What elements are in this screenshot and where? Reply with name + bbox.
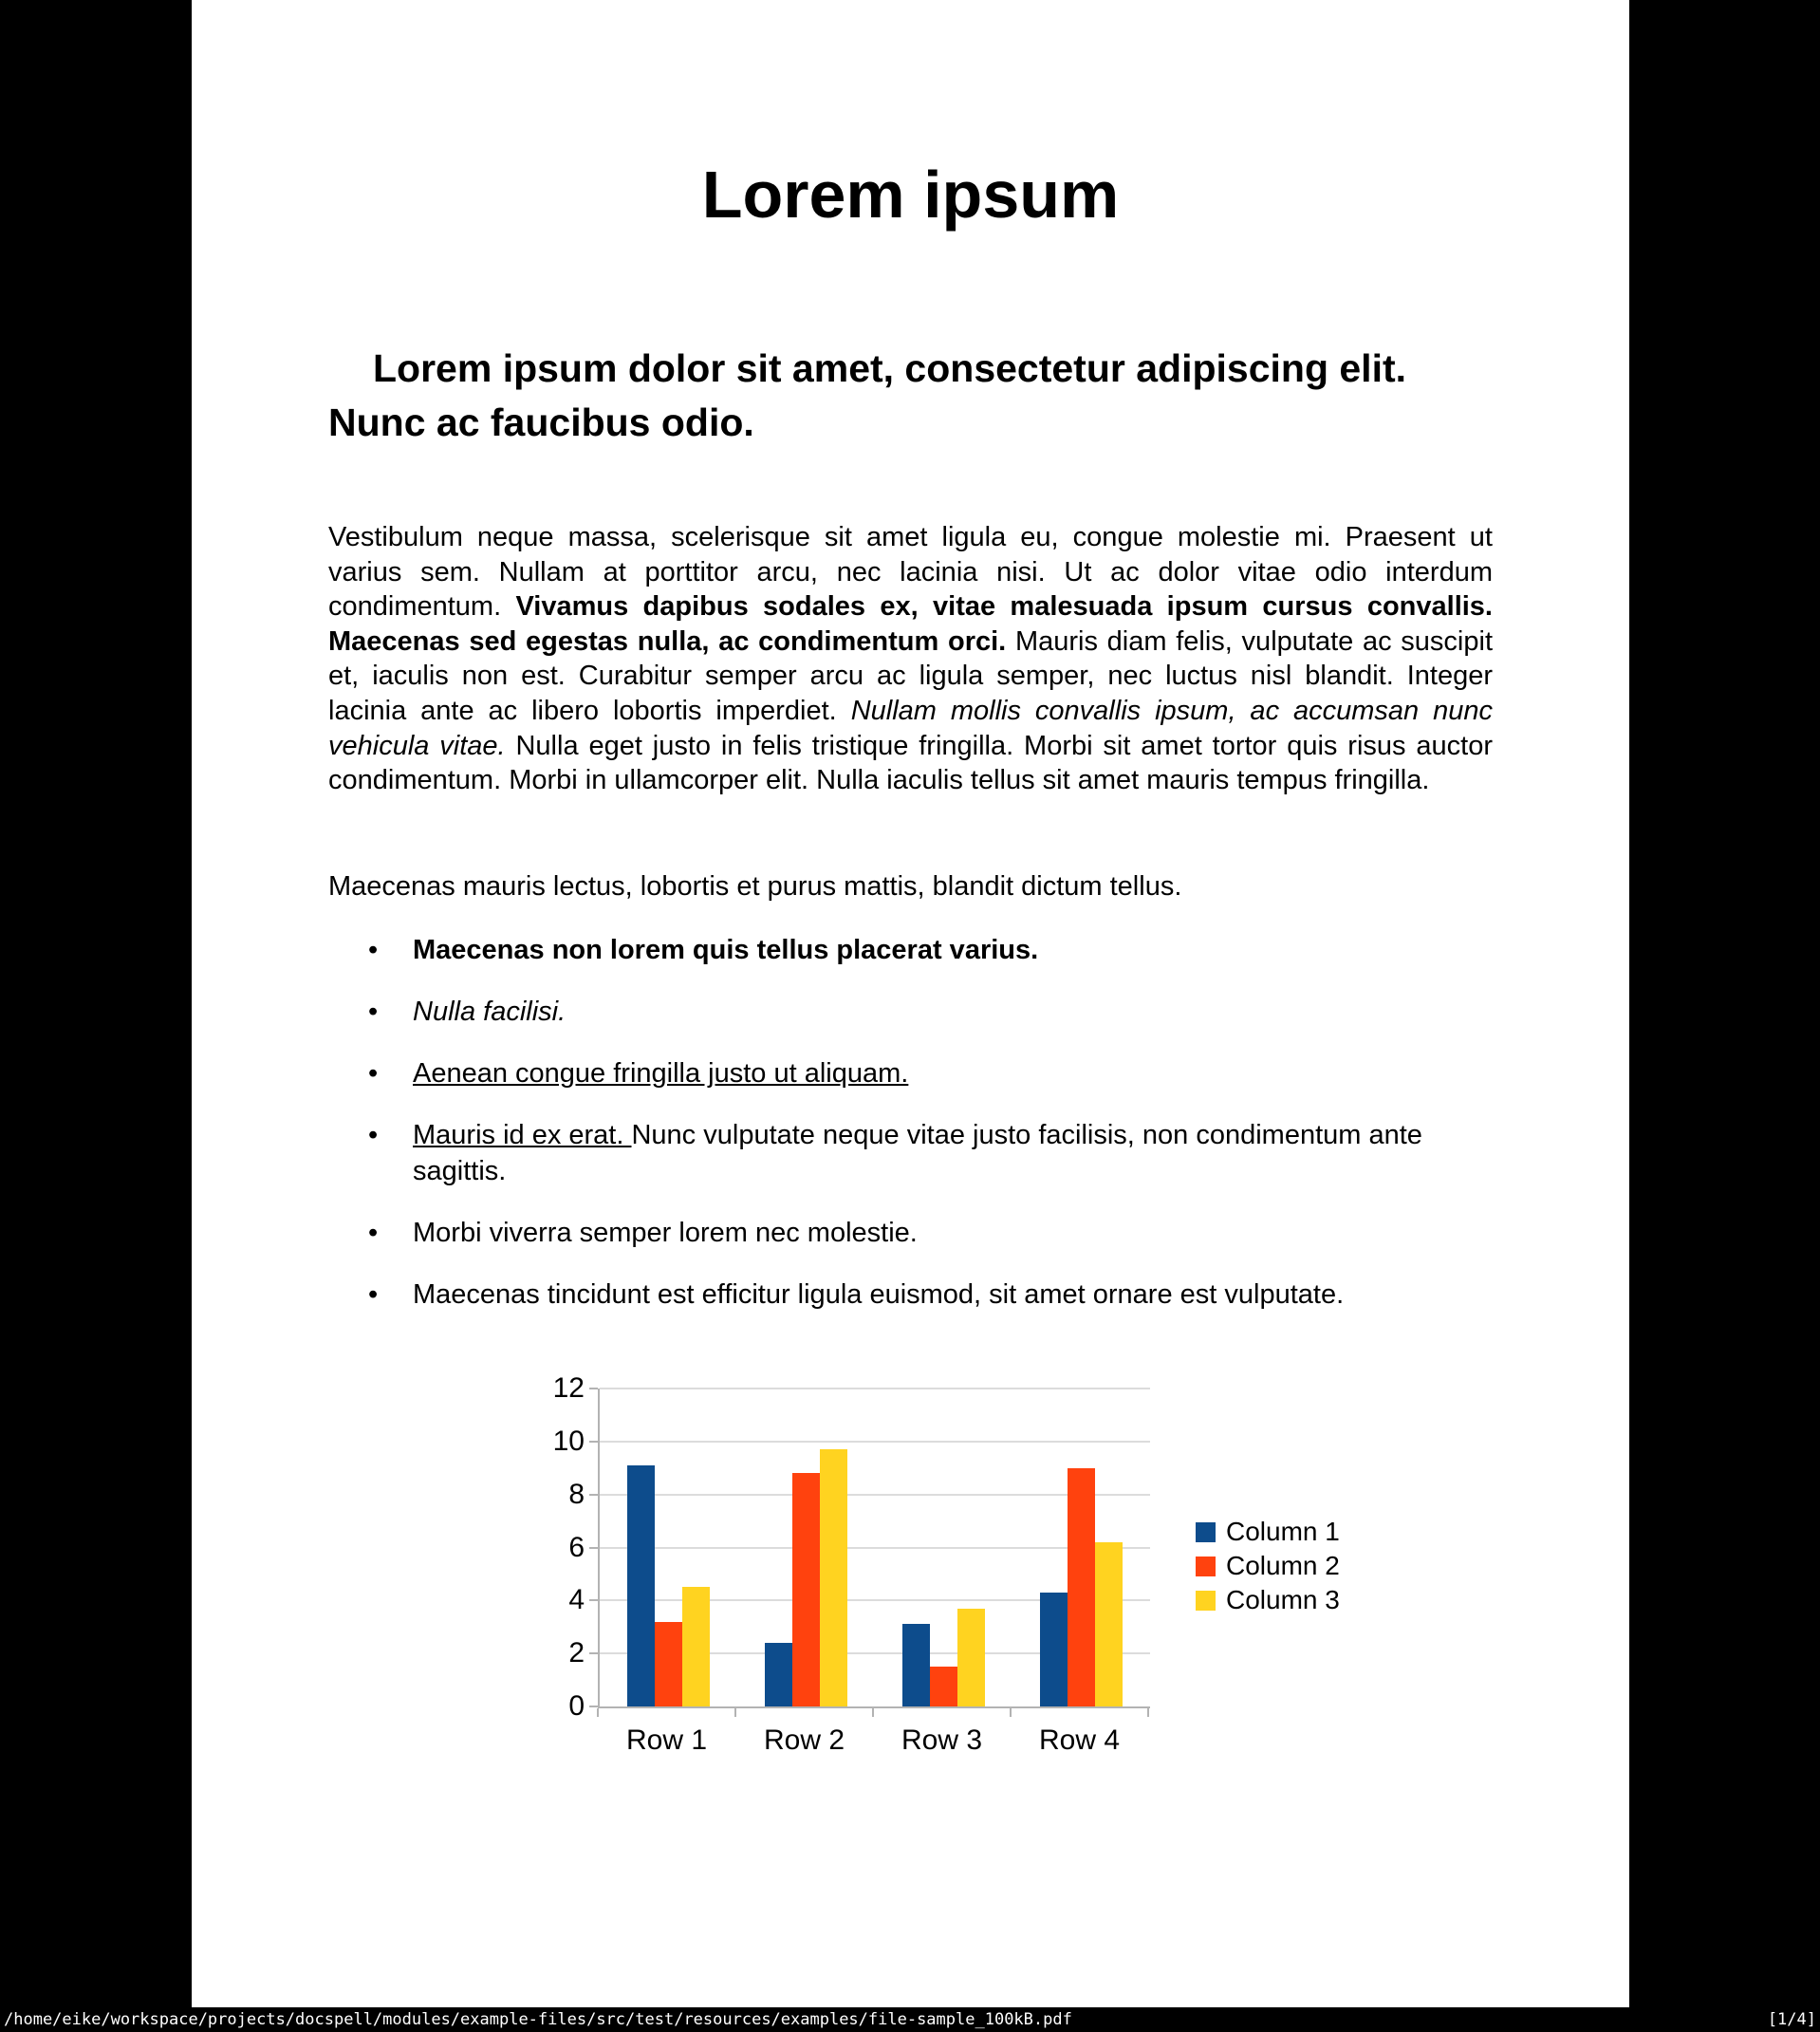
legend-item: [1196, 1553, 1340, 1579]
bar-row4-column3: [1095, 1542, 1123, 1706]
legend-label: Column 1: [1226, 1517, 1340, 1546]
gridline: [600, 1441, 1150, 1443]
x-axis-label: Row 4: [1038, 1724, 1121, 1756]
y-axis-tick: [589, 1441, 598, 1443]
y-axis-label: 4: [568, 1584, 585, 1616]
y-axis-label: 0: [568, 1690, 585, 1722]
statusbar: [0, 2007, 1820, 2032]
list-item: [328, 1277, 1493, 1313]
text-segment-normal: Mauris diam felis, vulputate ac suscipit et, iaculis non est. Curabitur semper arcu ac ligula semper, nec luctus nisl blandit. Integer lacinia ante ac libero lobortis imperdiet.: [328, 625, 1494, 726]
y-axis-tick: [589, 1547, 598, 1549]
body-paragraph-2: Maecenas mauris lectus, lobortis et purus mattis, blandit dictum tellus.: [328, 871, 1182, 902]
x-axis-label: Row 3: [901, 1724, 983, 1756]
x-axis-tick: [1147, 1708, 1149, 1717]
legend-label: Column 3: [1226, 1585, 1340, 1614]
body-paragraph-1: [328, 520, 1493, 798]
text-segment-normal: Morbi viverra semper lorem nec molestie.: [413, 1218, 918, 1248]
list-item: [328, 932, 1493, 968]
x-axis-tick: [872, 1708, 874, 1717]
x-axis-label: Row 2: [763, 1724, 845, 1756]
bar-row1-column3: [682, 1587, 710, 1706]
y-axis-label: 6: [568, 1531, 585, 1563]
x-axis-tick: [1010, 1708, 1012, 1717]
text-segment-italic: Nullam mollis convallis ipsum, ac accumsan nunc vehicula vitae.: [328, 695, 1494, 761]
y-axis-label: 12: [552, 1372, 585, 1404]
list-item: [328, 1117, 1493, 1189]
statusbar-page-indicator: [1/4]: [1767, 2010, 1816, 2029]
bar-row3-column2: [930, 1667, 957, 1706]
bar-row3-column1: [902, 1624, 930, 1706]
x-axis-tick: [734, 1708, 736, 1717]
text-segment-normal: Nulla eget justo in felis tristique fringilla. Morbi sit amet tortor quis risus auctor condimentum. Morbi in ullamcorper elit. Nulla iaculis tellus sit amet mauris tempus fringilla.: [328, 730, 1494, 796]
text-segment-normal: Maecenas tincidunt est efficitur ligula euismod, sit amet ornare est vulputate.: [413, 1279, 1345, 1310]
y-axis-tick: [589, 1652, 598, 1654]
bar-row4-column1: [1040, 1593, 1068, 1706]
pdf-page[interactable]: [192, 0, 1629, 2007]
bar-chart: [541, 1367, 1349, 1756]
bar-row2-column2: [792, 1473, 820, 1706]
legend-item: [1196, 1587, 1340, 1613]
list-item: [328, 1055, 1493, 1091]
y-axis-label: 8: [568, 1478, 585, 1510]
document-subtitle: Lorem ipsum dolor sit amet, consectetur adipiscing elit. Nunc ac faucibus odio.: [328, 346, 1407, 444]
text-segment-underline: Aenean congue fringilla justo ut aliquam.: [413, 1058, 909, 1089]
bar-row2-column3: [820, 1449, 847, 1706]
legend-swatch: [1196, 1557, 1216, 1576]
text-segment-normal: Vestibulum neque massa, scelerisque sit amet ligula eu, congue molestie mi. Praesent ut varius sem. Nullam at porttitor arcu, nec lacinia nisi. Ut ac dolor vitae odio interdum condimentum.: [328, 522, 1493, 623]
bar-row4-column2: [1068, 1468, 1095, 1706]
text-segment-bold: Vivamus dapibus sodales ex, vitae malesuada ipsum cursus convallis. Maecenas sed egestas nulla, ac condimentum orci.: [328, 591, 1493, 657]
list-item: [328, 1215, 1493, 1251]
text-segment-normal: Nunc vulputate neque vitae justo facilisis, non condimentum ante sagittis.: [413, 1120, 1422, 1186]
y-axis-tick: [589, 1494, 598, 1496]
x-axis-label: Row 1: [625, 1724, 708, 1756]
legend-item: [1196, 1519, 1340, 1545]
bar-row1-column2: [655, 1622, 682, 1706]
legend-label: Column 2: [1226, 1551, 1340, 1580]
bar-row3-column3: [957, 1609, 985, 1706]
legend-swatch: [1196, 1591, 1216, 1611]
document-title: Lorem ipsum: [701, 158, 1120, 232]
legend-swatch: [1196, 1522, 1216, 1542]
bar-row2-column1: [765, 1643, 792, 1706]
gridline: [600, 1388, 1150, 1389]
y-axis-tick: [589, 1599, 598, 1601]
x-axis-tick: [597, 1708, 599, 1717]
text-segment-italic: Nulla facilisi.: [413, 997, 566, 1027]
y-axis-tick: [589, 1388, 598, 1389]
statusbar-file-path: /home/eike/workspace/projects/docspell/modules/example-files/src/test/resources/examples/file-sample_100kB.pdf: [4, 2010, 1072, 2029]
bar-row1-column1: [627, 1465, 655, 1706]
y-axis-tick: [589, 1706, 598, 1707]
y-axis-label: 2: [568, 1637, 585, 1669]
chart-plot-area: [598, 1389, 1150, 1708]
list-item: [328, 994, 1493, 1030]
y-axis-label: 10: [552, 1425, 585, 1457]
text-segment-underline: Mauris id ex erat.: [413, 1120, 632, 1150]
bullet-list: [328, 932, 1493, 1338]
chart-legend: [1196, 1519, 1340, 1621]
text-segment-bold: Maecenas non lorem quis tellus placerat varius.: [413, 935, 1039, 965]
